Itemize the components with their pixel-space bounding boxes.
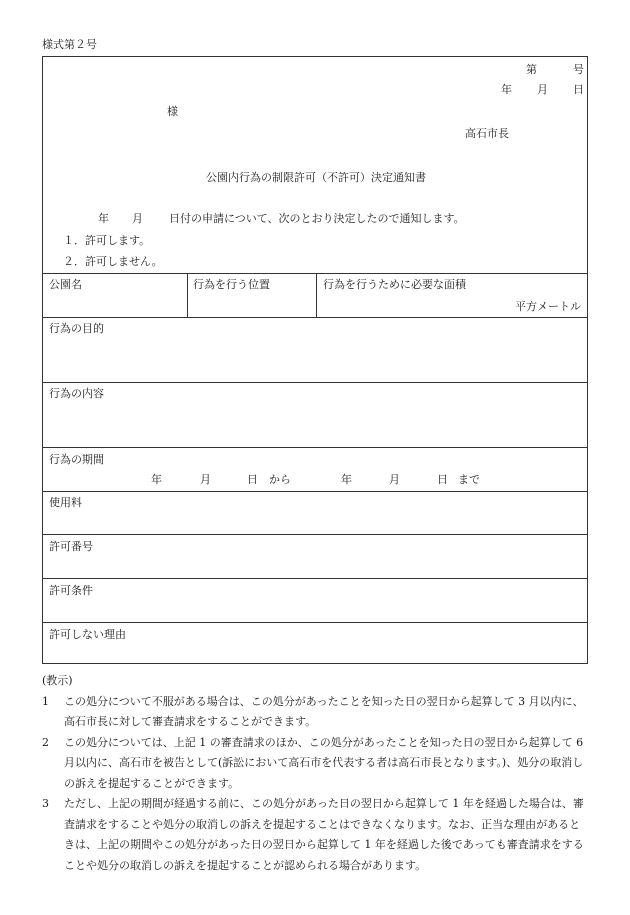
- date-day: 日: [573, 83, 584, 96]
- row-rule-fee: [43, 491, 587, 492]
- permit-number-label: 許可番号: [49, 540, 93, 553]
- note-item-1: [42, 692, 590, 733]
- addressee-sama: 様: [167, 105, 178, 118]
- location-label: 行為を行う位置: [193, 278, 270, 291]
- note-text: ただし、上記の期間が経過する前に、この処分があった日の翌日から起算して 1 年を経過した場合は、審査請求をすることや処分の取消しの訴えを提起することはできなくなります。なお、正当な理由があるときは、上記の期間やこの処分があった日の翌日から起算して 1 年を経過した後であっても審査請求をすることや処分の取消しの訴えを提起することが認められる場合があります。: [64, 797, 584, 872]
- date-month: 月: [537, 83, 548, 96]
- period-to-year: 年: [341, 473, 352, 486]
- intro-year: 年: [98, 212, 109, 225]
- content-label: 行為の内容: [49, 387, 104, 400]
- document-title: 公園内行為の制限許可（不許可）決定通知書: [206, 171, 426, 184]
- row-rule-content: [43, 382, 587, 383]
- period-to-month: 月: [389, 473, 400, 486]
- area-unit: 平方メートル: [515, 300, 581, 313]
- row-rule-reason: [43, 622, 587, 623]
- instruction-notes: [42, 671, 590, 876]
- period-to-suffix: まで: [458, 473, 480, 486]
- table-top-rule: [43, 273, 587, 274]
- note-item-2: [42, 733, 590, 795]
- notes-heading: (教示): [42, 674, 73, 687]
- period-from-year: 年: [151, 473, 162, 486]
- period-label: 行為の期間: [49, 453, 104, 466]
- notice-form-frame: [42, 56, 588, 664]
- doc-number-go: 号: [573, 63, 584, 76]
- period-from-suffix: から: [269, 473, 291, 486]
- note-number: 2: [42, 735, 49, 749]
- reason-denied-label: 許可しない理由: [49, 628, 126, 641]
- note-item-3: [42, 794, 590, 876]
- fee-label: 使用料: [49, 496, 82, 509]
- col-divider-2: [316, 273, 317, 317]
- note-text: この処分については、上記 1 の審査請求のほか、この処分があったことを知った日の翌日から起算して 6 月以内に、高石市を被告として(訴訟において高石市を代表する者は高石市長となります。)、処分の取消しの訴えを提起することができます。: [64, 735, 584, 790]
- row-rule-purpose: [43, 317, 587, 318]
- conditions-label: 許可条件: [49, 584, 93, 597]
- period-from-month: 月: [200, 473, 211, 486]
- doc-number-dai: 第: [526, 63, 537, 76]
- row-rule-period: [43, 447, 587, 448]
- period-from-day: 日: [247, 473, 258, 486]
- issuer-mayor: 高石市長: [465, 127, 509, 140]
- form-number-label: 様式第２号: [42, 38, 97, 51]
- period-to-day: 日: [437, 473, 448, 486]
- intro-text: 日付の申請について、次のとおり決定したので通知します。: [169, 212, 465, 225]
- park-name-label: 公園名: [49, 278, 82, 291]
- purpose-label: 行為の目的: [49, 322, 104, 335]
- col-divider-1: [187, 273, 188, 317]
- row-rule-conditions: [43, 578, 587, 579]
- note-number: 1: [42, 694, 49, 708]
- intro-month: 月: [132, 212, 143, 225]
- option-permit: １．許可します。: [63, 234, 151, 247]
- note-text: この処分について不服がある場合は、この処分があったことを知った日の翌日から起算して 3 月以内に、高石市長に対して審査請求をすることができます。: [64, 694, 584, 728]
- row-rule-permit-number: [43, 534, 587, 535]
- date-year: 年: [501, 83, 512, 96]
- note-number: 3: [42, 797, 49, 810]
- option-deny: ２．許可しません。: [63, 255, 163, 268]
- area-label: 行為を行うために必要な面積: [323, 278, 466, 291]
